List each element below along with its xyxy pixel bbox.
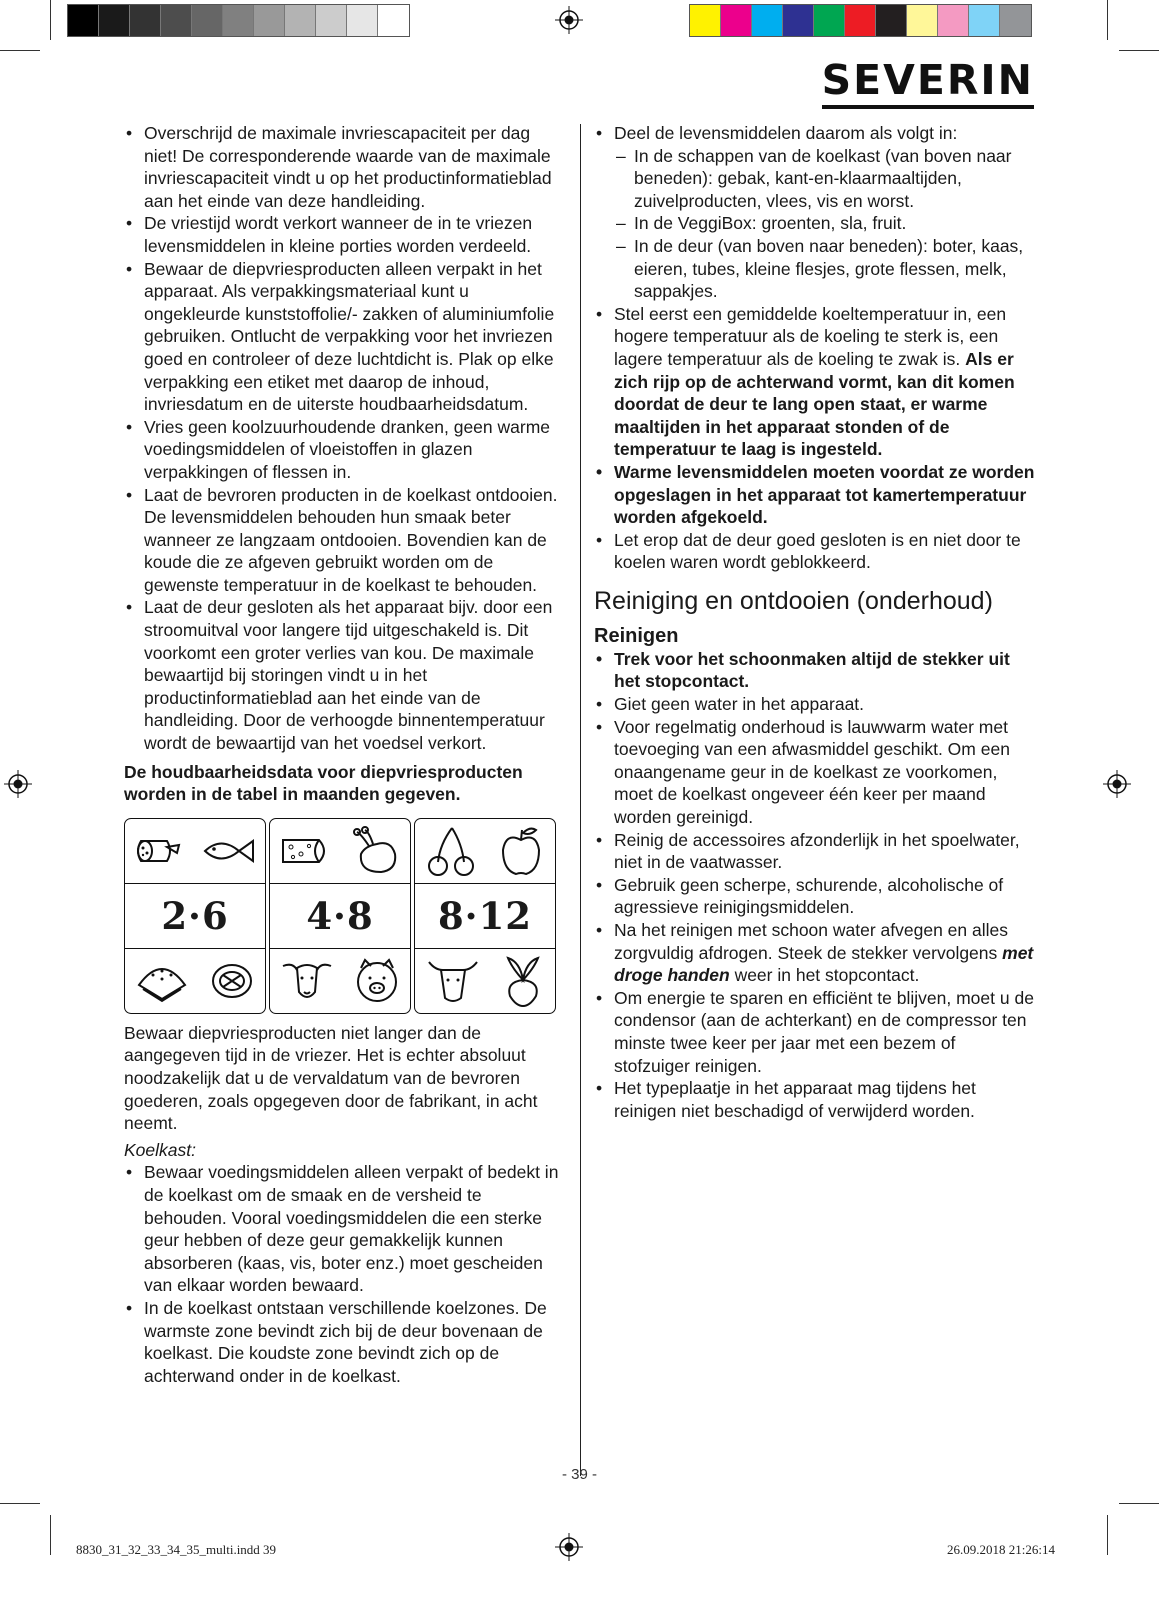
brand-logo: SEVERIN [822, 60, 1034, 109]
zone-item: – In de schappen van de koelkast (van boven naar beneden): gebak, kant-en-klaarmaaltijden, zuivelproducten, vlees, vis en worst. [614, 145, 1036, 213]
sausage-icon [133, 833, 185, 869]
dry-hands-emphasis: met droge handen [614, 942, 1034, 986]
crop-mark [0, 1503, 40, 1504]
crop-mark [0, 50, 40, 51]
months-value: 8·12 [414, 883, 556, 949]
list-item: • Giet geen water in het apparaat. [594, 693, 1036, 716]
dry-text-start: Na het reinigen met schoon water afvegen en alles zorgvuldig afdrogen. Steek de stekker vervolgens [614, 920, 1008, 963]
zone-item: – In de deur (van boven naar beneden): boter, kaas, eieren, tubes, kleine flesjes, grote flessen, melk, sappakjes. [614, 235, 1036, 303]
list-item: • Let erop dat de deur goed gesloten is en niet door te koelen waren wordt geblokkeerd. [594, 529, 1036, 574]
list-item [594, 122, 1036, 303]
list-item: • Laat de bevroren producten in de koelkast ontdooien. De levensmiddelen behouden hun smaak beter wanneer ze langzaam ontdooien. Bovendien kan de koude die ze afgeven gebruikt worden om de gewenste temperatuur in de koelkast te behouden. [124, 484, 564, 597]
file-slug: 8830_31_32_33_34_35_multi.indd 39 [76, 1542, 277, 1557]
months-value: 4·8 [269, 883, 411, 949]
list-item: • Laat de deur gesloten als het apparaat bijv. door een stroomuitval voor langere tijd uitgeschakeld is. Dit voorkomt een groter verlies van kou. De maximale bewaartijd bij storingen vindt u in het productinformatieblad aan het einde van de handleiding. Door de verhoogde binnentemperatuur wordt de bewaartijd van het voedsel verkort. [124, 596, 564, 754]
cleaning-list [594, 648, 1036, 1122]
section-subheading: Reinigen [594, 624, 679, 647]
cake-icon [135, 959, 189, 1003]
crop-mark [50, 0, 51, 40]
registration-mark-icon [555, 6, 583, 34]
list-item [594, 919, 1036, 987]
divide-intro: Deel de levensmiddelen daarom als volgt in: [614, 123, 958, 143]
vegetable-icon [500, 954, 546, 1008]
grayscale-calibration-bar [67, 4, 410, 37]
storage-cell-fruit-beef [414, 818, 556, 1014]
cow-icon [425, 958, 481, 1004]
sheep-icon [279, 958, 335, 1004]
apple-icon [498, 824, 544, 878]
list-item: • Warme levensmiddelen moeten voordat ze worden opgeslagen in het apparaat tot kamertemperatuur worden afgekoeld. [594, 461, 1036, 529]
freezing-tips-list [124, 122, 564, 755]
crop-mark [50, 1515, 51, 1555]
list-item: • Overschrijd de maximale invriescapaciteit per dag niet! De corresponderende waarde van de maximale invriescapaciteit vindt u op het productinformatieblad aan het einde van deze handleiding. [124, 122, 564, 212]
pig-icon [353, 958, 401, 1004]
pretzel-icon [209, 961, 255, 1001]
page-number: - 39 - [561, 1466, 597, 1483]
color-calibration-bar [689, 4, 1032, 37]
list-item: • De vriestijd wordt verkort wanneer de in te vriezen levensmiddelen in kleine porties worden verdeeld. [124, 212, 564, 257]
crop-mark [1119, 50, 1159, 51]
fridge-tips-list-continued [594, 122, 1036, 574]
list-item: • Trek voor het schoonmaken altijd de stekker uit het stopcontact. [594, 648, 1036, 693]
fridge-tips-list [124, 1161, 564, 1387]
section-heading: Reiniging en ontdooien (onderhoud) [594, 586, 993, 615]
registration-mark-icon [555, 1533, 583, 1561]
zone-list [614, 145, 1036, 303]
storage-note: Bewaar diepvriesproducten niet langer dan de aangegeven tijd in de vriezer. Het is echter absoluut noodzakelijk dat u de vervaldatum van de bevroren goederen, zoals opgegeven door de fabrikant, in acht neemt. [124, 1022, 538, 1134]
temp-text: Stel eerst een gemiddelde koeltemperatuur in, een hogere temperatuur als de koeling te sterk is, een lagere temperatuur als de koeling te zwak is. [614, 303, 1007, 369]
list-item: • Reinig de accessoires afzonderlijk in het spoelwater, niet in de vaatwasser. [594, 829, 1036, 874]
cherries-icon [426, 824, 476, 878]
frost-warning: Als er zich rijp op de achterwand vormt, kan dit komen doordat de deur te lang open staat, er warme maaltijden in het apparaat stonden of de temperatuur te laag is ingesteld. [614, 348, 1015, 460]
storage-time-table [124, 818, 564, 1014]
cheese-icon [279, 834, 333, 868]
left-column [124, 122, 564, 1387]
months-value: 2·6 [124, 883, 266, 949]
list-item: • Gebruik geen scherpe, schurende, alcoholische of agressieve reinigingsmiddelen. [594, 874, 1036, 919]
fish-icon [201, 836, 257, 866]
column-divider [580, 124, 581, 1476]
right-column [594, 122, 1036, 1122]
list-item: • Bewaar de diepvriesproducten alleen verpakt in het apparaat. Als verpakkingsmateriaal kunt u ongekleurde kunststoffolie/- zakken of aluminiumfolie gebruiken. Ontlucht de verpakking voor het invriezen goed en controleer of deze luchtdicht is. Plak op elke verpakking een etiket met daarop de inhoud, invriesdatum en de uiterste houdbaarheidsdatum. [124, 258, 564, 416]
list-item: • Voor regelmatig onderhoud is lauwwarm water met toevoeging van een afwasmiddel geschikt. Om een onaangename geur in de koelkast ze voorkomen, moet de koelkast ongeveer één keer per maand worden gereinigd. [594, 716, 1036, 829]
crop-mark [1107, 1515, 1108, 1555]
print-timestamp: 26.09.2018 21:26:14 [947, 1542, 1055, 1557]
list-item: • In de koelkast ontstaan verschillende koelzones. De warmste zone bevindt zich bij de deur bovenaan de koelkast. Die koudste zone bevindt zich op de achterwand onder in de koelkast. [124, 1297, 564, 1387]
list-item: • Bewaar voedingsmiddelen alleen verpakt of bedekt in de koelkast om de smaak en de versheid te behouden. Vooral voedingsmiddelen die een sterke geur hebben of deze geur gemakkelijk kunnen absorberen (kaas, vis, boter enz.) moet gescheiden van elkaar worden bewaard. [124, 1161, 564, 1297]
registration-mark-icon [1103, 770, 1131, 798]
list-item: • Vries geen koolzuurhoudende dranken, geen warme voedingsmiddelen of vloeistoffen in glazen verpakkingen of flessen in. [124, 416, 564, 484]
registration-mark-icon [4, 770, 32, 798]
list-item: • Om energie te sparen en efficiënt te blijven, moet u de condensor (aan de achterkant) en de compressor ten minste twee keer per jaar met een bezem of stofzuiger reinigen. [594, 987, 1036, 1077]
zone-item: – In de VeggiBox: groenten, sla, fruit. [614, 212, 1036, 235]
list-item [594, 303, 1036, 461]
crop-mark [1119, 1503, 1159, 1504]
fridge-label: Koelkast: [124, 1139, 196, 1160]
storage-cell-meat-fish [124, 818, 266, 1014]
crop-mark [1107, 0, 1108, 40]
dry-text-end: weer in het stopcontact. [729, 965, 920, 986]
chicken-icon [351, 826, 401, 876]
table-intro: De houdbaarheidsdata voor diepvriesproducten worden in de tabel in maanden gegeven. [124, 761, 523, 805]
list-item: • Het typeplaatje in het apparaat mag tijdens het reinigen niet beschadigd of verwijderd worden. [594, 1077, 1036, 1122]
storage-cell-cheese-poultry [269, 818, 411, 1014]
